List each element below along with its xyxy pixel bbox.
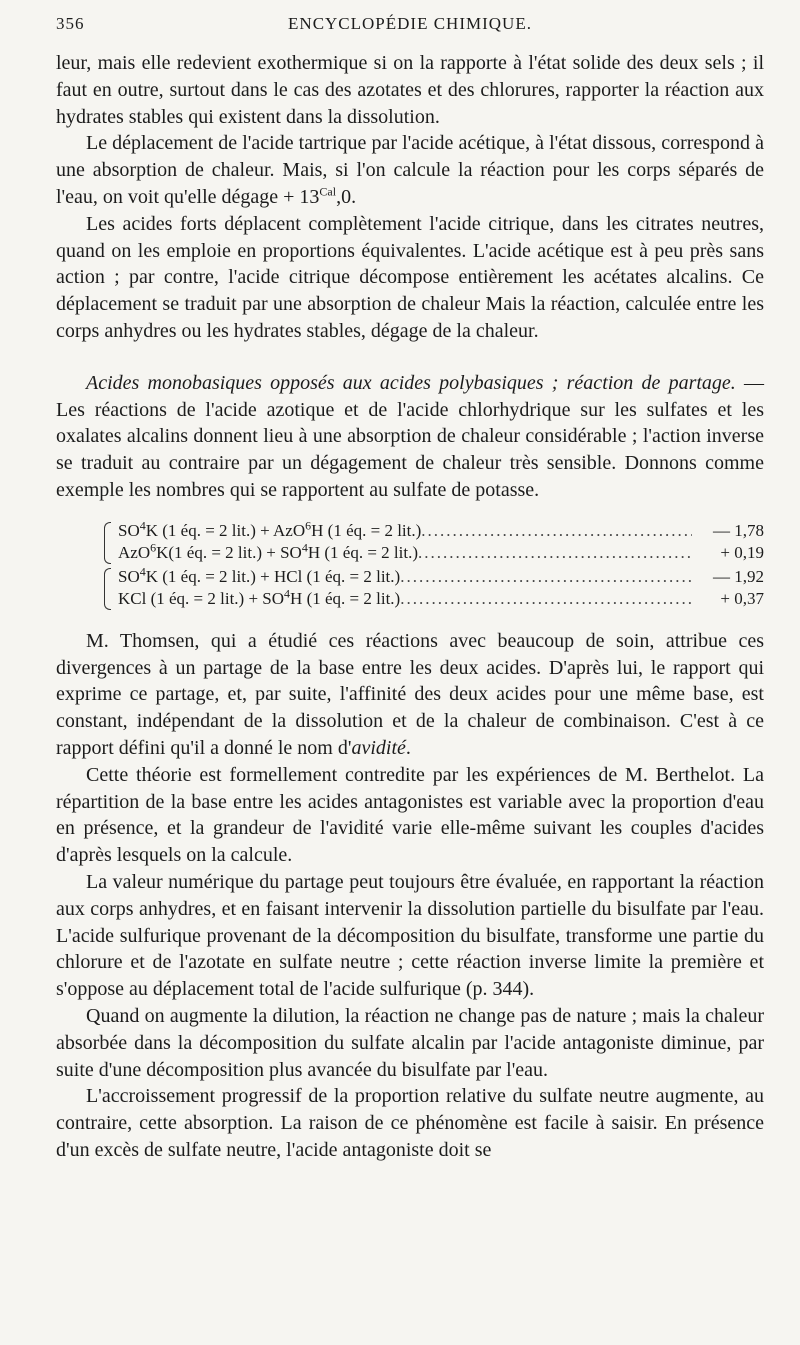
paragraph-2-text: Le déplacement de l'acide tartrique par l'acide acétique, à l'état dissous, correspond à une absorption de chaleur. Mais, si l'on calcule la réaction pour les corps séparés de l'eau, on voit qu'elle dégage + 13 bbox=[56, 132, 764, 208]
paragraph-7: La valeur numérique du partage peut toujours être évaluée, en rapportant la réaction aux corps anhydres, et en faisant intervenir la dissolution partielle du bisulfate par l'eau. L'acide sulfurique provenant de la décomposition du bisulfate, transforme une partie du chlorure et de l'azotate en sulfate neutre ; cette réaction inverse limite la première et s'oppose au déplacement total de l'acide sulfurique (p. 344). bbox=[56, 870, 764, 1001]
equation-row-2 bbox=[118, 542, 764, 564]
paragraph-6: Cette théorie est formellement contredite par les expériences de M. Berthelot. La répartition de la base entre les acides antagonistes est variable avec la proportion d'eau en présence, et la grandeur de l'avidité varie elle-même suivant les couples d'acides d'après lesquels on la calcule. bbox=[56, 763, 764, 867]
calorie-unit: Cal bbox=[319, 184, 337, 199]
leader-dots bbox=[418, 542, 692, 564]
paragraph-2 bbox=[56, 130, 764, 210]
paragraph-3: Les acides forts déplacent complètement l'acide citrique, dans les citrates neutres, quand on les emploie en proportions équivalentes. L'acide acétique est à peu près sans action ; par contre, l'acide citrique décompose entièrement les acétates alcalins. Ce déplacement se traduit par une absorption de chaleur Mais la réaction, calculée entre les corps anhydres ou les hydrates stables, dégage de la chaleur. bbox=[56, 212, 764, 342]
equation-text: KCl (1 éq. = 2 $lit.) + SO^4H$ (1 éq. = 2 lit.) bbox=[118, 586, 401, 608]
heat-value: + 0,19 bbox=[720, 542, 764, 562]
heat-value: — 1,92 bbox=[713, 566, 764, 586]
paragraph-5: M. Thomsen, qui a étudié ces réactions avec beaucoup de soin, attribue ces divergences à un partage de la base entre les deux acides. D'après lui, le rapport qui exprime ce partage, et, par suite, l'affinité des deux acides pour une même base, est constant, indépendant de la dissolution et de la chaleur de combinaison. C'est à ce rapport défini qu'il a donné le nom d'avidité. bbox=[56, 629, 764, 759]
emphasis-avidite: avidité bbox=[351, 736, 406, 759]
heat-value: + 0,37 bbox=[720, 588, 764, 608]
equation-group-1 bbox=[104, 520, 764, 564]
page-number: 356 bbox=[56, 14, 85, 33]
equation-text: AzO$^6$K(1 éq. = 2 $lit.) + SO^4H$ (1 éq. = 2 lit.) bbox=[118, 540, 418, 562]
equation-row-4 bbox=[118, 588, 764, 610]
section-title: Acides monobasiques opposés aux acides polybasiques ; réaction de partage. bbox=[86, 371, 736, 394]
brace bbox=[104, 522, 111, 564]
section-paragraph bbox=[56, 370, 764, 504]
leader-dots bbox=[421, 520, 692, 542]
paragraph-9: L'accroissement progressif de la proportion relative du sulfate neutre augmente, au contraire, cette absorption. La raison de ce phénomène est facile à saisir. En présence d'un excès de sulfate neutre, l'acide antagoniste doit se bbox=[56, 1085, 764, 1161]
heat-value: — 1,78 bbox=[713, 520, 764, 540]
running-title: ENCYCLOPÉDIE CHIMIQUE. bbox=[288, 14, 532, 33]
equation-text: $SO^4K$ (1 éq. = 2 lit.) + HCl (1 éq. = 2 lit.) bbox=[118, 564, 401, 586]
paragraph-8: Quand on augmente la dilution, la réaction ne change pas de nature ; mais la chaleur absorbée dans la décomposition du sulfate alcalin par l'acide antagoniste diminue, par suite d'une décomposition plus avancée du bisulfate par l'eau. bbox=[56, 1004, 764, 1081]
paragraph-2-end: ,0. bbox=[336, 185, 357, 208]
equation-group-2 bbox=[104, 566, 764, 610]
page-header bbox=[56, 14, 764, 38]
equation-text: $SO^4K$ (1 éq. = 2 lit.) + AzO$^6$H (1 éq. = 2 lit.) bbox=[118, 518, 422, 540]
section-text: — Les réactions de l'acide azotique et de l'acide chlorhydrique sur les sulfates et les oxalates alcalins donnent lieu à une absorption de chaleur considérable ; l'action inverse se traduit au contraire par un dégagement de chaleur très sensible. Donnons comme exemple les nombres qui se rapportent au sulfate de potasse. bbox=[56, 371, 764, 501]
page-body bbox=[56, 50, 764, 1164]
equation-row-3 bbox=[118, 566, 764, 588]
leader-dots bbox=[400, 566, 692, 588]
leader-dots bbox=[400, 588, 692, 610]
brace bbox=[104, 568, 111, 610]
paragraph-1: leur, mais elle redevient exothermique si on la rapporte à l'état solide des deux sels ; il faut en outre, surtout dans le cas des azotates et des chlorures, rapporter la réaction aux hydrates stables qui existent dans la dissolution. bbox=[56, 52, 764, 128]
equation-block bbox=[104, 520, 764, 610]
equation-row-1 bbox=[118, 520, 764, 542]
